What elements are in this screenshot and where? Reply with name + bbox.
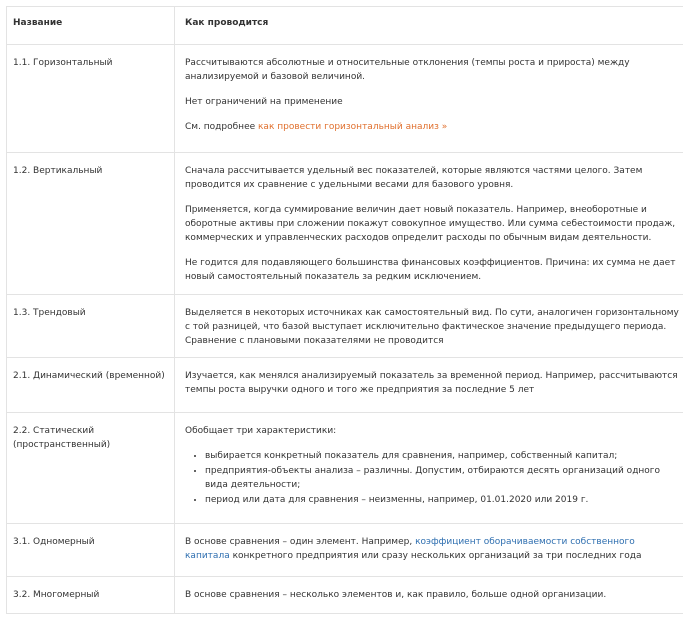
equity-turnover-link[interactable]: коэффициент оборачиваемости собственного капитала	[185, 537, 635, 561]
list-item: • предприятия-объекты анализа – различны. Допустим, отбираются десять организаций одного вида деятельности;	[205, 464, 680, 492]
paragraph: В основе сравнения – несколько элементов и, как правило, больше одной организации.	[185, 590, 607, 600]
header-name: Название	[7, 7, 175, 45]
row-description	[175, 577, 683, 614]
characteristics-list	[185, 449, 680, 507]
paragraph: Обобщает три характеристики:	[185, 426, 337, 436]
paragraph: Нет ограничений на применение	[185, 97, 343, 107]
list-item: • выбирается конкретный показатель для сравнения, например, собственный капитал;	[205, 449, 680, 463]
text: См. подробнее	[185, 122, 258, 132]
row-description	[175, 45, 683, 153]
row-description	[175, 295, 683, 358]
row-name: 3.1. Одномерный	[7, 524, 175, 577]
table-row	[7, 524, 683, 577]
paragraph: Применяется, когда суммирование величин дает новый показатель. Например, внеоборотные и оборотные активы при сложении покажут совокупное имущество. Или сумма себестоимости продаж, коммерческих и управленческих расходов определит расходы по обычным видам деятельности.	[185, 205, 676, 243]
paragraph	[185, 120, 680, 134]
row-description	[175, 153, 683, 295]
row-description	[175, 413, 683, 524]
row-name: 1.2. Вертикальный	[7, 153, 175, 295]
paragraph	[185, 535, 680, 563]
table-row	[7, 45, 683, 153]
list-item: • период или дата для сравнения – неизменны, например, 01.01.2020 или 2019 г.	[205, 493, 680, 507]
paragraph: Не годится для подавляющего большинства финансовых коэффициентов. Причина: их сумма не дает новый самостоятельный показатель за редким исключением.	[185, 258, 676, 282]
row-name: 1.1. Горизонтальный	[7, 45, 175, 153]
header-method: Как проводится	[175, 7, 683, 45]
paragraph: Рассчитываются абсолютные и относительные отклонения (темпы роста и прироста) между анализируемой и базовой величиной.	[185, 58, 630, 82]
table-row	[7, 295, 683, 358]
row-name: 2.1. Динамический (временной)	[7, 358, 175, 413]
row-description	[175, 524, 683, 577]
paragraph: Сначала рассчитывается удельный вес показателей, которые являются частями целого. Затем проводится их сравнение с удельными весами для базового уровня.	[185, 166, 643, 190]
paragraph: Выделяется в некоторых источниках как самостоятельный вид. По сути, аналогичен горизонтальному с той разницей, что базой выступает исключительно фактическое значение предыдущего периода. Сравнение с плановыми показателями не проводится	[185, 308, 679, 346]
comparison-table	[6, 6, 683, 614]
table-row	[7, 577, 683, 614]
horizontal-analysis-link[interactable]: как провести горизонтальный анализ »	[258, 122, 448, 132]
row-name: 2.2. Статический (пространственный)	[7, 413, 175, 524]
row-description	[175, 358, 683, 413]
text: В основе сравнения – один элемент. Например,	[185, 537, 416, 547]
row-name: 1.3. Трендовый	[7, 295, 175, 358]
text: конкретного предприятия или сразу нескольких организаций за три последних года	[229, 551, 642, 561]
paragraph: Изучается, как менялся анализируемый показатель за временной период. Например, рассчитываются темпы роста выручки одного и того же предприятия за последние 5 лет	[185, 371, 678, 395]
row-name: 3.2. Многомерный	[7, 577, 175, 614]
table-row	[7, 358, 683, 413]
table-header-row	[7, 7, 683, 45]
table-row	[7, 153, 683, 295]
table-row	[7, 413, 683, 524]
